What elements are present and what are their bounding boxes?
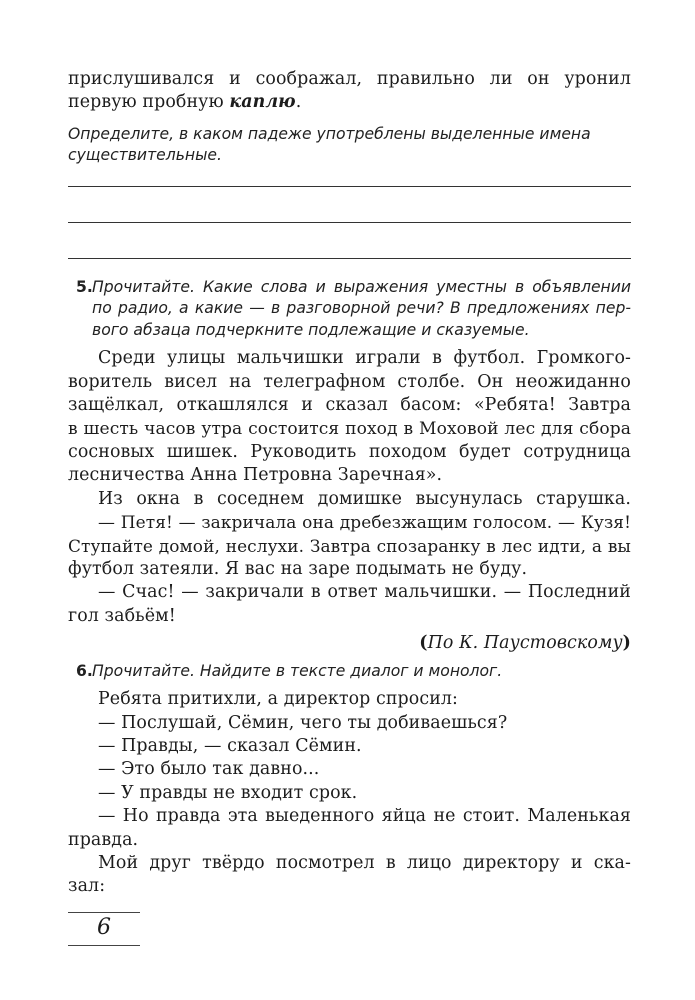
dialog-line: правда. bbox=[68, 829, 139, 850]
question-line-2: существительные. bbox=[68, 146, 222, 165]
dialog-line: Ребята притихли, а директор спросил: bbox=[98, 689, 458, 710]
paragraph-1-line: защёлкал, откашлялся и сказал басом: «Ребята! Завтра bbox=[68, 395, 631, 416]
answer-line-3[interactable] bbox=[68, 258, 631, 259]
paragraph-3-line: Ступайте домой, неслухи. Завтра спозаранку в лес идти, а вы bbox=[68, 535, 631, 556]
paragraph-1-line: Среди улицы мальчишки играли в футбол. Громкого- bbox=[98, 348, 631, 369]
paragraph-4-line: — Счас! — закричали в ответ мальчишки. — Последний bbox=[98, 582, 631, 603]
dialog-line: — Послушай, Сёмин, чего ты добиваешься? bbox=[98, 712, 508, 733]
highlighted-noun: каплю bbox=[229, 92, 296, 113]
dialog-line: — Правды, — сказал Сёмин. bbox=[98, 735, 362, 756]
task-6-text bbox=[68, 688, 631, 899]
page-number: 6 bbox=[97, 915, 111, 940]
case-question bbox=[68, 124, 631, 167]
answer-line-1[interactable] bbox=[68, 186, 631, 187]
paragraph-3-line: футбол затеяли. Я вас на заре подымать не буду. bbox=[68, 558, 528, 579]
question-line-1: Определите, в каком падеже употреблены выделенные имена bbox=[68, 124, 591, 143]
paragraph-1-line: сосновых шишек. Руководить походом будет сотрудница bbox=[68, 441, 631, 462]
closing-line: Мой друг твёрдо посмотрел в лицо директору и ска- bbox=[98, 852, 631, 873]
source-attribution: (По К. Паустовскому) bbox=[419, 633, 631, 654]
intro-text bbox=[68, 68, 631, 115]
paragraph-1-line: лесничества Анна Петровна Заречная». bbox=[68, 465, 443, 486]
textbook-page bbox=[68, 68, 631, 899]
task-6-number: 6. bbox=[76, 661, 93, 680]
paragraph-1-line: воритель висел на телеграфном столбе. Он неожиданно bbox=[68, 371, 631, 392]
dialog-line: — У правды не входит срок. bbox=[98, 782, 358, 803]
task-6-instruction: 6. Прочитайте. Найдите в тексте диалог и монолог. bbox=[68, 661, 631, 683]
task-5-instruction: 5. Прочитайте. Какие слова и выражения уместны в объявлении по радио, а какие — в разговорной речи? В предложениях пер- вого абзаца подчеркните подлежащие и сказуемые. bbox=[76, 277, 631, 339]
task-6 bbox=[68, 661, 631, 899]
page-number-box bbox=[68, 912, 140, 946]
closing-line: зал: bbox=[68, 876, 106, 897]
dialog-line: — Но правда эта выеденного яйца не стоит. Маленькая bbox=[98, 806, 631, 827]
dialog-line: — Это было так давно... bbox=[98, 759, 320, 780]
task-5-text bbox=[68, 347, 631, 655]
paragraph-3-line: — Петя! — закричала она дребезжащим голосом. — Кузя! bbox=[98, 512, 631, 533]
paragraph-4-line: гол забьём! bbox=[68, 605, 176, 626]
intro-line-2: первую пробную каплю. bbox=[68, 92, 302, 113]
task-5-number: 5. bbox=[76, 277, 93, 296]
paragraph-2: Из окна в соседнем домишке высунулась старушка. bbox=[98, 488, 631, 509]
answer-line-2[interactable] bbox=[68, 222, 631, 223]
task-5 bbox=[68, 277, 631, 656]
intro-line-1: прислушивался и соображал, правильно ли он уронил bbox=[68, 69, 631, 89]
paragraph-1-line: в шесть часов утра состоится поход в Моховой лес для сбора bbox=[68, 418, 631, 439]
